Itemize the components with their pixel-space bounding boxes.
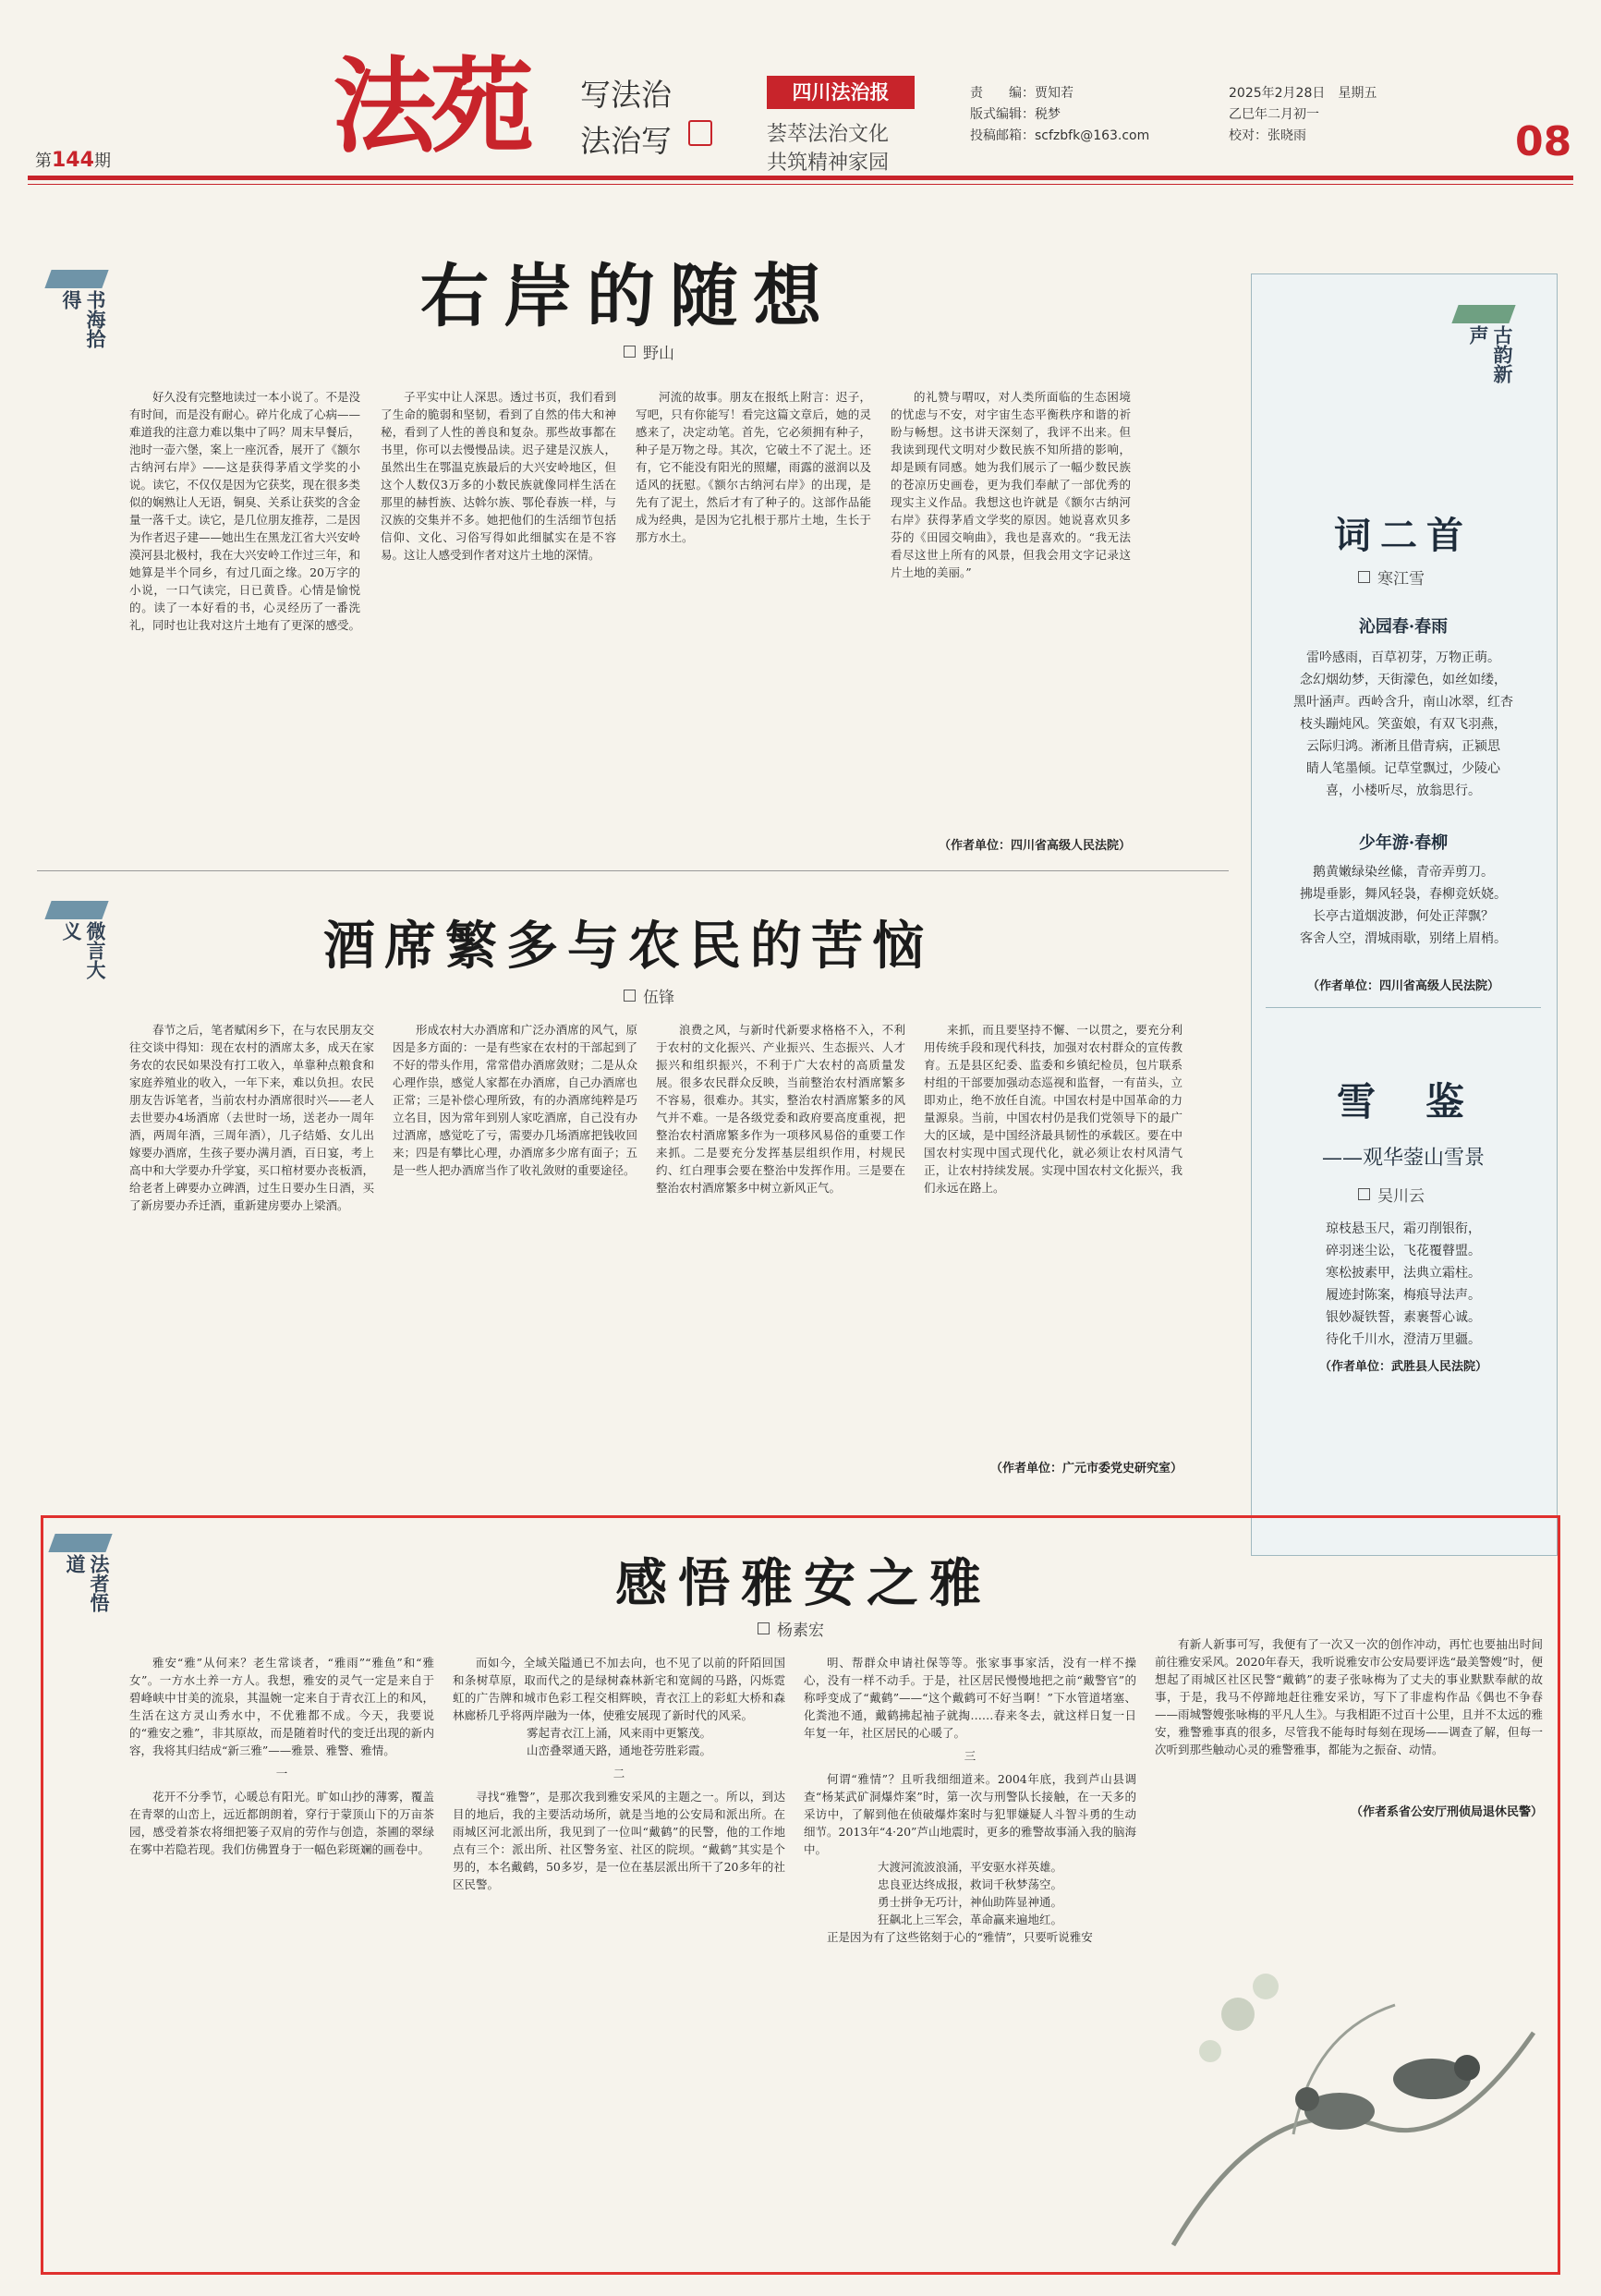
sidebar-author-unit-2: （作者单位：武胜县人民法院） <box>1318 1360 1487 1374</box>
plant-icon <box>1451 305 1515 323</box>
lunar-line: 乙巳年二月初一 <box>1229 107 1319 122</box>
slogan <box>767 120 889 177</box>
article-3-column-1: 雅安“雅”从何来？老生常谈者，“雅雨”“雅鱼”和“雅女”。一方水土养一方人。我想，雅安的灵气一定是来自于碧峰峡中甘美的流泉，其温婉一定来自于青衣江上的和风，生活在这方灵山秀水中，不优雅都不成。今天，我要说的“雅安之雅”，非其原故，而是随着时代的变迁出现的新内容，我将其归结成“新三雅”——雅景、雅警、雅情。 一 花开不分季节，心暖总有阳光。旷如山抄的薄雾，覆盖在青翠的山峦上，远近都朗朗着，穿行于蒙顶山下的万亩茶园，感受着茶农将细把篓子双肩的劳作与创造，茶圃的翠绿在雾中若隐若现。我们仿佛置身于一幅色彩斑斓的画卷中。 <box>129 1656 434 1856</box>
article-2-column-2: 形成农村大办酒席和广泛办酒席的风气，原因是多方面的：一是有些家在农村的干部起到了不好的带头作用，常常借办酒席敛财；二是从众心理作祟，感觉人家都在办酒席，自己办酒席也正常；三是补偿心理所致，有的办酒席纯粹是巧立名目，因为常年到别人家吃酒席，自己没有办过酒席，感觉吃了亏，需要办几场酒席把钱收回来；四是有攀比心理，办酒席多少席有面子；五是一些人把办酒席当作了收礼敛财的重要途径。 <box>393 1023 637 1177</box>
article-2-byline: 伍锋 <box>624 984 674 1007</box>
pen-icon <box>44 901 108 919</box>
book-icon <box>44 270 108 288</box>
blossom-3 <box>1199 2040 1221 2062</box>
article-2-column-3: 浪费之风，与新时代新要求格格不入，不利于农村的文化振兴、产业振兴、生态振兴、人才振兴和组织振兴，不利于广大农村的高质量发展。很多农民群众反映，当前整治农村酒席繁多不容易，很难办。其实，整治农村酒席繁多的风气并不难。一是各级党委和政府要高度重视，把整治农村酒席繁多作为一项移风易俗的重要工作来抓。二是要充分发挥基层组织作用，村规民约、红白理事会要在整治中发挥作用。三是要在整治农村酒席繁多中树立新风正气。 <box>656 1023 905 1195</box>
column-badge-fazhe: 法者悟道 <box>52 1534 126 1626</box>
poem-3-body: 琼枝悬玉尺，霜刃削银衔， 碎羽迷尘讼，飞花覆瞽盟。 寒松披素甲，法典立霜柱。 履迹封陈案，梅痕导法声。 银妙凝铁誓，素裹誓心诚。 待化千川水，澄清万里疆。 <box>1326 1221 1481 1347</box>
sidebar-title-2: 雪 鉴 <box>1336 1079 1470 1124</box>
poem-2-title: 少年游·春柳 <box>1358 833 1449 853</box>
motto-line-1: 写法治 <box>580 77 672 113</box>
article-3-column-4: 有新人新事可写，我便有了一次又一次的创作冲动，再忙也要抽出时间前往雅安采风。2020年春天，我听说雅安市公安局要评选“最美警嫂”时，便想起了雨城区社区民警“戴鹤”的妻子张咏梅为了丈夫的事业默默奉献的故事，于是，我马不停蹄地赶往雅安采访，写下了非虚构作品《偶也不争春——雨城警嫂张咏梅的平凡人生》。与我相距不过百十公里，且并不太远的雅安，雅警雅事真的很多，尽管我不能每时每刻在现场——调查了解，但每一次听到那些触动心灵的雅警雅事，都能为之振奋、动情。 <box>1155 1637 1543 1756</box>
blossom-1 <box>1221 1998 1255 2031</box>
article-3-column-2: 而如今，全域关隘通已不加去向，也不见了以前的阡陌回国和条树草原，取而代之的是绿树森林新宅和宽阔的马路，闪烁霓虹的广告牌和城市色彩工程交相辉映，青衣江上的彩虹大桥和森林廊桥几乎将两岸融为一体，使雅安展现了新时代的风采。 雾起青衣江上涌，风来雨中更繁茂。 山峦叠翠通天路，通地苍劳胜彩霞。 二 寻找“雅警”，是那次我到雅安采风的主题之一。所以，到达目的地后，我的主要活动场所，就是当地的公安局和派出所。在雨城区河北派出所，我见到了一位叫“戴鹤”的民警，他的工作地点有三个：派出所、社区警务室、社区的院坝。“戴鹤”其实是个男的，本名戴鹤，50多岁，是一位在基层派出所干了20多年的社区民警。 <box>453 1656 785 1891</box>
column-badge-shuhai: 书海拾得 <box>48 270 122 362</box>
article-2-title: 酒席繁多与农民的苦恼 <box>323 916 933 977</box>
section-logo: 法苑 <box>333 46 528 167</box>
sidebar-title-1: 词二首 <box>1334 514 1473 557</box>
seal-stamp-icon <box>688 120 712 146</box>
article-2-author-unit: （作者单位：广元市委党史研究室） <box>989 1462 1183 1476</box>
poem-1-title: 沁园春·春雨 <box>1358 617 1449 637</box>
sidebar-byline-1: 寒江雪 <box>1358 565 1425 589</box>
email-line: 投稿邮箱：scfzbfk@163.com <box>970 128 1150 143</box>
mountain-icon <box>48 1534 112 1552</box>
slogan-line-1: 荟萃法治文化 <box>767 123 890 146</box>
article-1-column-3: 河流的故事。朋友在报纸上附言：迟子，写吧，只有你能写！看完这篇文章后，她的灵感来了，决定动笔。首先，它必须拥有种子，种子是万物之母。其次，它破土不了泥土。还有，它不能没有阳光的照耀，雨露的滋润以及适风的抚慰。《额尔古纳河右岸》的出现，是先有了泥土，然后才有了种子的。这部作品能成为经典，是因为它扎根于那片土地，生长于那方水土。 <box>636 390 871 544</box>
column-badge-weiyan: 微言大义 <box>48 901 122 993</box>
issue-number: 第144期 <box>35 149 111 172</box>
editor-line: 责 编：贾知若 <box>970 86 1073 101</box>
article-1-byline: 野山 <box>624 340 674 363</box>
editor-info <box>970 83 1201 147</box>
poem-2-body: 鹅黄嫩绿染丝絛，青帝弄剪刀。 拂堤垂影，舞风轻袅，春柳竞妖娆。 长亭古道烟波渺，何处正萍飘？ 客舍人空，渭城雨歇，别绪上眉梢。 <box>1300 865 1507 946</box>
column-badge-guyun: 古韵新声 <box>1455 305 1529 397</box>
divider-1 <box>37 870 1229 871</box>
birds-illustration <box>1155 1848 1543 2254</box>
bird-2-head <box>1295 2087 1319 2111</box>
sidebar-subtitle-2: ——观华蓥山雪景 <box>1321 1147 1485 1170</box>
article-3-column-3: 明、帮群众申请社保等等。张家事事家活，没有一样不操心，没有一样不动手。于是，社区居民慢慢地把之前“戴警官”的称呼变成了“戴鹤”——“这个戴鹤可不好当啊！”下水管道堵塞、化粪池不通，戴鹤拂起袖子就掏……春来冬去，就这样日复一日年复一年，社区居民的心暖了。 三 何谓“雅情”？且听我细细道来。2004年底，我到芦山县调查“杨某武矿洞爆炸案”时，第一次与刑警队长接触，在一天多的采访中，了解到他在侦破爆炸案时与犯罪嫌疑人斗智斗勇的生动细节。2013年“4·20”芦山地震时，更多的雅警故事涌入我的脑海中。 大渡河流波浪涌，平安驱水祥英雄。 忠良亚达终成报，救词千秋梦荡空。 勇士拼争无巧计，神仙助阵显神通。 狂飙北上三军会，革命赢来遍地红。 正是因为有了这些铭刻于心的“雅情”，只要听说雅安 <box>804 1656 1136 1944</box>
motto-line-2: 法治写 <box>580 123 672 159</box>
paper-name-badge: 四川法治报 <box>767 76 915 109</box>
article-2-column-1: 春节之后，笔者赋闲乡下，在与农民朋友交往交谈中得知：现在农村的酒席太多，成天在家务农的农民如果没有打工收入，单靠种点粮食和家庭养殖业的收入，一年下来，难以负担。农民朋友告诉笔者，当前农村办酒席很时兴——老人去世要办4场酒席（去世时一场，送老办一周年酒，两周年酒，三周年酒），几子结婚、女儿出嫁要办酒席，生孩子要办满月酒，百日宴，考上高中和大学要办升学宴，买口棺材要办丧板酒，给老者上碑要办立碑酒，过生日要办生日酒，买了新房要办乔迁酒，重新建房要办上梁酒。 <box>129 1023 374 1212</box>
page-number: 08 <box>1515 118 1572 165</box>
article-1-author-unit: （作者单位：四川省高级人民法院） <box>938 839 1131 853</box>
sidebar-divider <box>1266 1007 1541 1008</box>
article-3-title: 感悟雅安之雅 <box>615 1553 992 1614</box>
article-1-column-1: 好久没有完整地读过一本小说了。不是没有时间，而是没有耐心。碎片化成了心病——难道我的注意力难以集中了吗？周末早餐后，池时一壶六堡，案上一座沉香，展开了《额尔古纳河右岸》——这是获得茅盾文学奖的小说。读它，不仅仅是因为它获奖，现在很多类似的娴熟让人无语，铜臭、关系让获奖的含金量一落千丈。读它，是几位朋友推荐，二是因为作者迟子建——她出生在黑龙江省大兴安岭漠河县北极村，我在大兴安岭工作过三年，和她算是半个同乡，有过几面之缘。20万字的小说，一口气读完，日已黄昏。心情是愉悦的。读了一本好看的书，心灵经历了一番洗礼，同时也让我对这片土地有了更深的感受。 <box>129 390 360 632</box>
article-3-byline: 杨素宏 <box>758 1617 824 1640</box>
proofreader-line: 校对：张晓雨 <box>1229 128 1306 143</box>
date-info <box>1229 83 1460 147</box>
bird-1-head <box>1454 2055 1480 2081</box>
sidebar-byline-2: 吴川云 <box>1358 1183 1425 1206</box>
article-2-column-4: 来抓，而且要坚持不懈、一以贯之，要充分利用传统手段和现代科技，加强对农村群众的宣传教育。五是县区纪委、监委和乡镇纪检员，包片联系村组的干部要加强动态巡视和监督，一有苗头，立即劝止，绝不放任自流。中国农村是中国革命的力量源泉。当前，中国农村仍是我们党领导下的最广大的区域，是中国经济最具韧性的承载区。要在中国农村实现中国式现代化，就必须让农村风清气正，让农村持续发展。实现中国农村文化振兴，我们永远在路上。 <box>924 1023 1183 1195</box>
article-1-column-4: 的礼赞与喟叹，对人类所面临的生态困境的忧虑与不安，对宇宙生态平衡秩序和谐的祈盼与畅想。这书讲天深刻了，我评不出来。但我读到现代文明对少数民族不知所措的影响，却是顾有同感。她为我们展示了一幅少数民族的苍凉历史画卷，更为我们奉献了一部优秀的现实主义作品。我想这也许就是《额尔古纳河右岸》获得茅盾文学奖的原因。她说喜欢贝多芬的《田园交响曲》，我也是喜欢的。“我无法看尽这世上所有的风景，但我会用文字记录这片土地的美丽。” <box>891 390 1131 579</box>
slogan-line-2: 共筑精神家园 <box>767 152 890 175</box>
sidebar-author-unit-1: （作者单位：四川省高级人民法院） <box>1306 979 1499 993</box>
blossom-2 <box>1253 1974 1279 1999</box>
masthead-rule <box>28 176 1573 180</box>
layout-editor-line: 版式编辑：税梦 <box>970 107 1061 122</box>
motto <box>580 72 682 164</box>
article-3-author-unit: （作者系省公安厅刑侦局退休民警） <box>1350 1805 1543 1819</box>
article-1-column-2: 子平实中让人深思。透过书页，我们看到了生命的脆弱和坚韧，看到了自然的伟大和神秘，看到了人性的善良和复杂。那些故事都在书里，你可以去慢慢品读。迟子建是汉族人，虽然出生在鄂温克族最后的大兴安岭地区，但这个人数仅3万多的小数民族就像同样生活在那里的赫哲族、达斡尔族、鄂伦春族一样，与汉族的交集并不多。她把他们的生活细节包括信仰、文化、习俗写得如此细腻实在是不容易。这让人感受到作者对这片土地的深情。 <box>381 390 616 562</box>
date-line: 2025年2月28日 星期五 <box>1229 86 1377 101</box>
poem-1-body: 雷吟感雨，百草初芽，万物正萌。 念幻烟幼梦，天街濛色，如丝如缕， 黑叶涵声。西岭含升，南山冰翠，红杏 枝头蹦炖风。笑蛮娘，有双飞羽燕， 云际归鸿。淅淅且借青病，正颍思 睛人笔墨倾。记草堂飘过，少陵心 喜，小楼听尽，放翁思行。 <box>1293 650 1513 798</box>
masthead-rule-thin <box>28 184 1573 185</box>
article-1-title: 右岸的随想 <box>420 257 836 336</box>
